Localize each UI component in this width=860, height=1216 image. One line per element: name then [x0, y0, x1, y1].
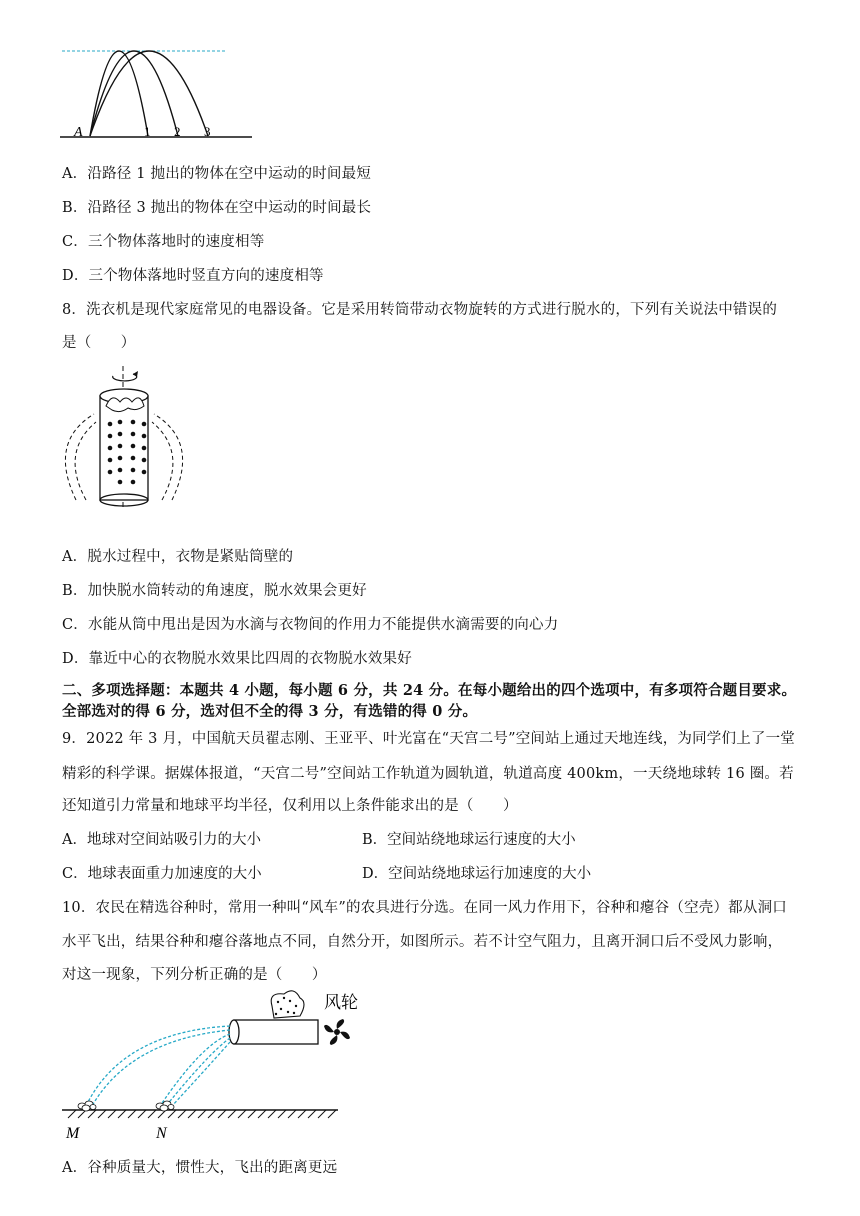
q7-option-a: A．沿路径 1 抛出的物体在空中运动的时间最短 [62, 166, 372, 182]
q8-option-a: A．脱水过程中，衣物是紧贴筒壁的 [62, 549, 294, 565]
q9-stem-line2: 精彩的科学课。据媒体报道，“天宫二号”空间站工作轨道为圆轨道，轨道高度 400km，一天绕地球转 16 圈。若 [62, 766, 794, 782]
point-a-label: A [74, 125, 83, 140]
q8-option-d: D．靠近中心的衣物脱水效果比四周的衣物脱水效果好 [62, 651, 412, 667]
path-2-curve [90, 51, 178, 136]
q8-stem-line1: 8．洗衣机是现代家庭常见的电器设备。它是采用转筒带动衣物旋转的方式进行脱水的，下列有关说法中错误的 [62, 302, 778, 318]
q8-option-c: C．水能从筒中甩出是因为水滴与衣物间的作用力不能提供水滴需要的向心力 [62, 617, 559, 633]
path-1-curve [90, 51, 148, 136]
q10-option-a: A．谷种质量大，惯性大，飞出的距离更远 [62, 1160, 338, 1176]
point-m-label: M [66, 1125, 80, 1142]
fan-wheel-icon [324, 1019, 350, 1045]
drum-body [100, 396, 148, 500]
q8-stem-line2: 是（ ） [62, 335, 136, 351]
outer-dashed-arc-right [152, 422, 173, 500]
projectile-paths-figure [60, 40, 260, 145]
q7-option-b: B．沿路径 3 抛出的物体在空中运动的时间最长 [62, 200, 372, 216]
q9-option-b: B．空间站绕地球运行速度的大小 [362, 832, 576, 848]
washing-drum-figure [58, 362, 198, 512]
q7-option-c: C．三个物体落地时的速度相等 [62, 234, 265, 250]
q7-option-d: D．三个物体落地时竖直方向的速度相等 [62, 268, 324, 284]
path-2-label: 2 [174, 124, 181, 139]
outer-dashed-arc-left [75, 422, 96, 500]
path-1-label: 1 [144, 124, 151, 139]
point-n-label: N [156, 1125, 167, 1142]
fan-tube [234, 1020, 318, 1044]
q9-option-c: C．地球表面重力加速度的大小 [62, 866, 262, 882]
q8-option-b: B．加快脱水筒转动的角速度，脱水效果会更好 [62, 583, 367, 599]
q10-stem-line1: 10．农民在精选谷种时，常用一种叫“风车”的农具进行分选。在同一风力作用下，谷种和瘪谷（空壳）都从洞口 [62, 900, 787, 916]
q9-option-d: D．空间站绕地球运行加速度的大小 [362, 866, 592, 882]
section2-heading-line2: 全部选对的得 6 分，选对但不全的得 3 分，有选错的得 0 分。 [62, 703, 478, 720]
q9-stem-line1: 9．2022 年 3 月，中国航天员翟志刚、王亚平、叶光富在“天宫二号”空间站上通过天地连线，为同学们上了一堂 [62, 731, 796, 747]
q9-option-a: A．地球对空间站吸引力的大小 [62, 832, 261, 848]
trajectory-dashed-lines [86, 1026, 230, 1106]
rotation-arrow-icon [113, 374, 137, 381]
q10-stem-line3: 对这一现象，下列分析正确的是（ ） [62, 967, 327, 983]
tube-outlet [229, 1020, 239, 1044]
path-3-label: 3 [204, 124, 211, 139]
wind-wheel-label: 风轮 [324, 993, 358, 1013]
q10-stem-line2: 水平飞出，结果谷种和瘪谷落地点不同，自然分开，如图所示。若不计空气阻力，且离开洞口后不受风力影响， [62, 934, 783, 950]
section2-heading-line1: 二、多项选择题：本题共 4 小题，每小题 6 分，共 24 分。在每小题给出的四个选项中，有多项符合题目要求。 [62, 682, 797, 699]
winnowing-fan-figure [62, 988, 372, 1148]
q9-stem-line3: 还知道引力常量和地球平均半径，仅利用以上条件能求出的是（ ） [62, 798, 518, 814]
